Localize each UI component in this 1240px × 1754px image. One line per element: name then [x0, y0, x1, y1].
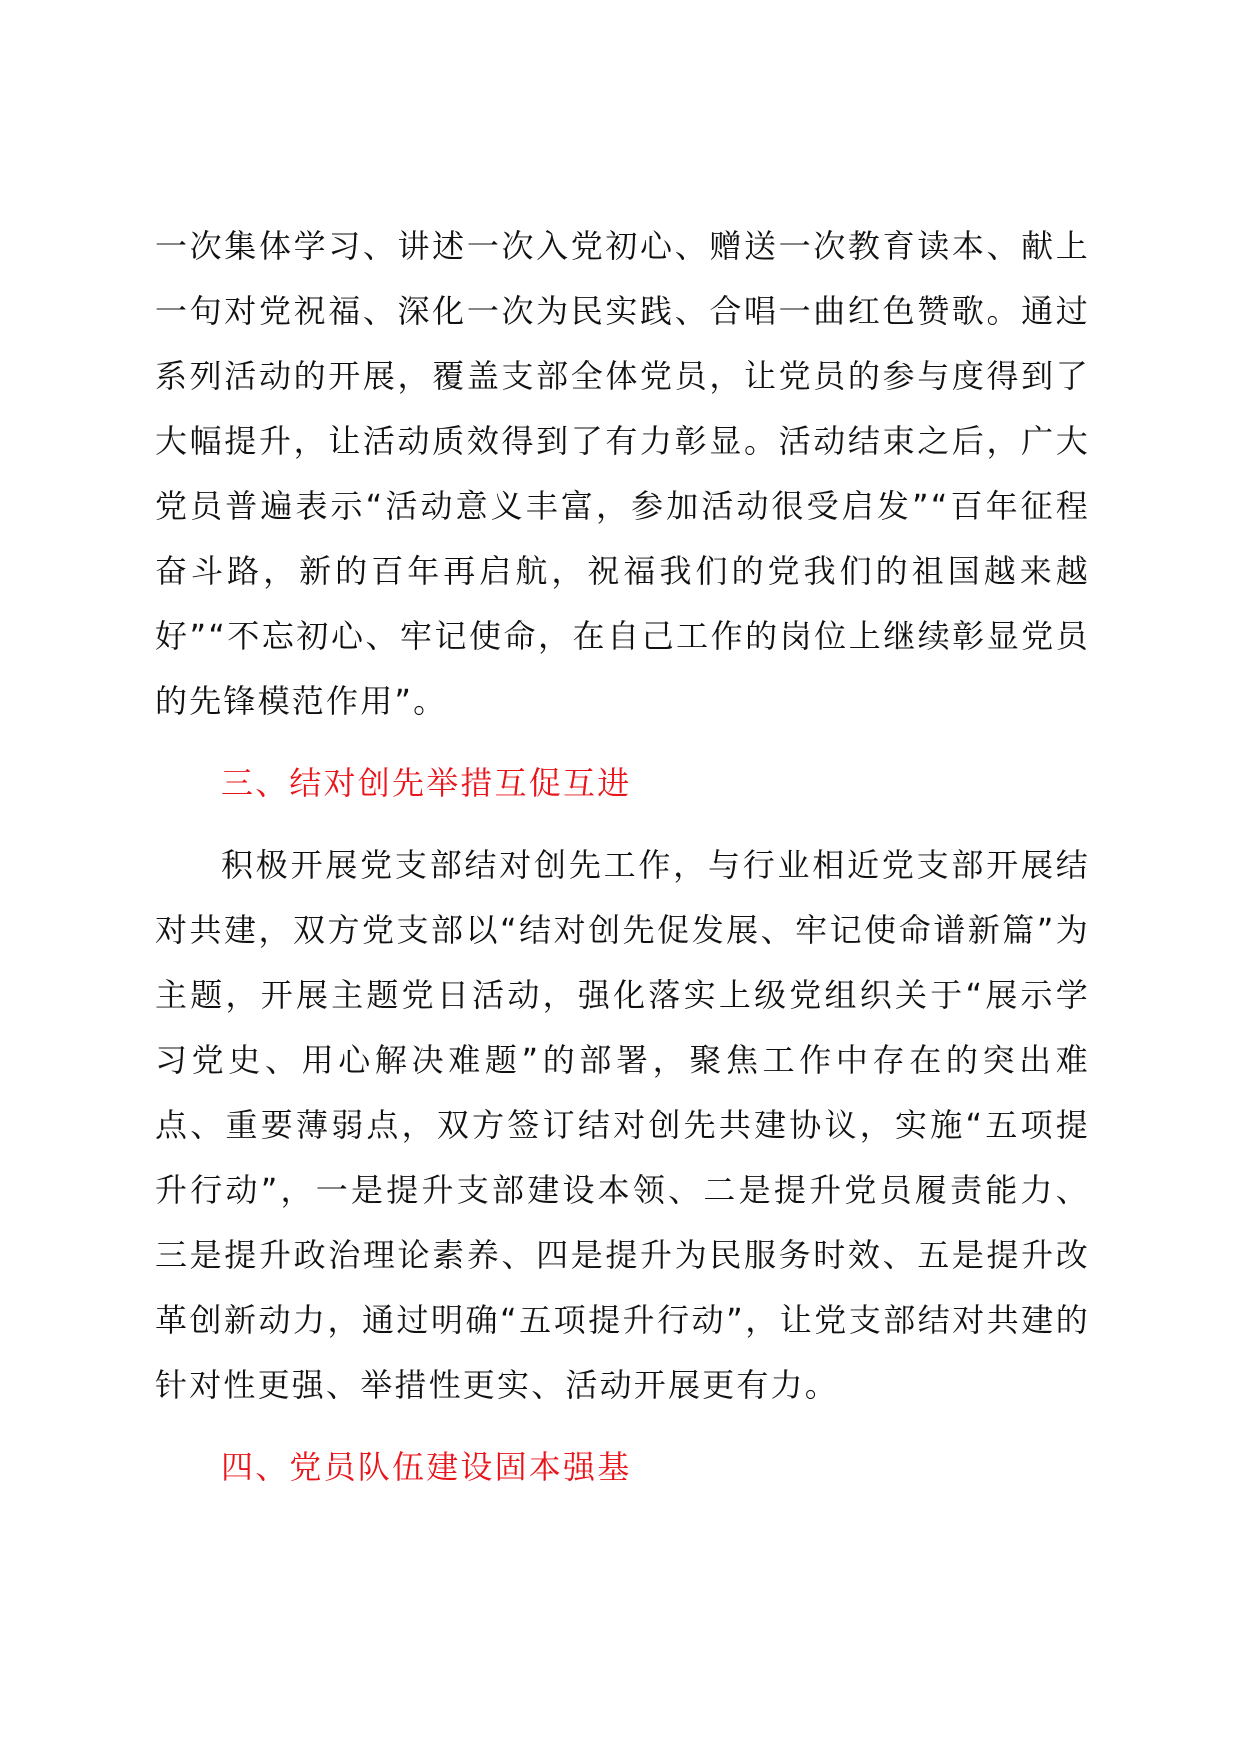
body-paragraph: 积极开展党支部结对创先工作，与行业相近党支部开展结对共建，双方党支部以“结对创先促发展、牢记使命谱新篇”为主题，开展主题党日活动，强化落实上级党组织关于“展示学习党史、用心解决难题”的部署，聚焦工作中存在的突出难点、重要薄弱点，双方签订结对创先共建协议，实施“五项提升行动”，一是提升支部建设本领、二是提升党员履责能力、三是提升政治理论素养、四是提升为民服务时效、五是提升改革创新动力，通过明确“五项提升行动”，让党支部结对共建的针对性更强、举措性更实、活动开展更有力。 — [155, 846, 1090, 1404]
document-body — [155, 214, 1090, 1500]
paragraph-spacer — [155, 1418, 1090, 1435]
paragraph-spacer — [155, 816, 1090, 833]
paragraph-spacer — [155, 734, 1090, 751]
section-heading: 四、党员队伍建设固本强基 — [221, 1448, 632, 1486]
section-heading: 三、结对创先举措互促互进 — [221, 764, 632, 802]
body-paragraph: 一次集体学习、讲述一次入党初心、赠送一次教育读本、献上一句对党祝福、深化一次为民实践、合唱一曲红色赞歌。通过系列活动的开展，覆盖支部全体党员，让党员的参与度得到了大幅提升，让活动质效得到了有力彰显。活动结束之后，广大党员普遍表示“活动意义丰富，参加活动很受启发”“百年征程奋斗路，新的百年再启航，祝福我们的党我们的祖国越来越好”“不忘初心、牢记使命，在自己工作的岗位上继续彰显党员的先锋模范作用”。 — [155, 227, 1090, 720]
